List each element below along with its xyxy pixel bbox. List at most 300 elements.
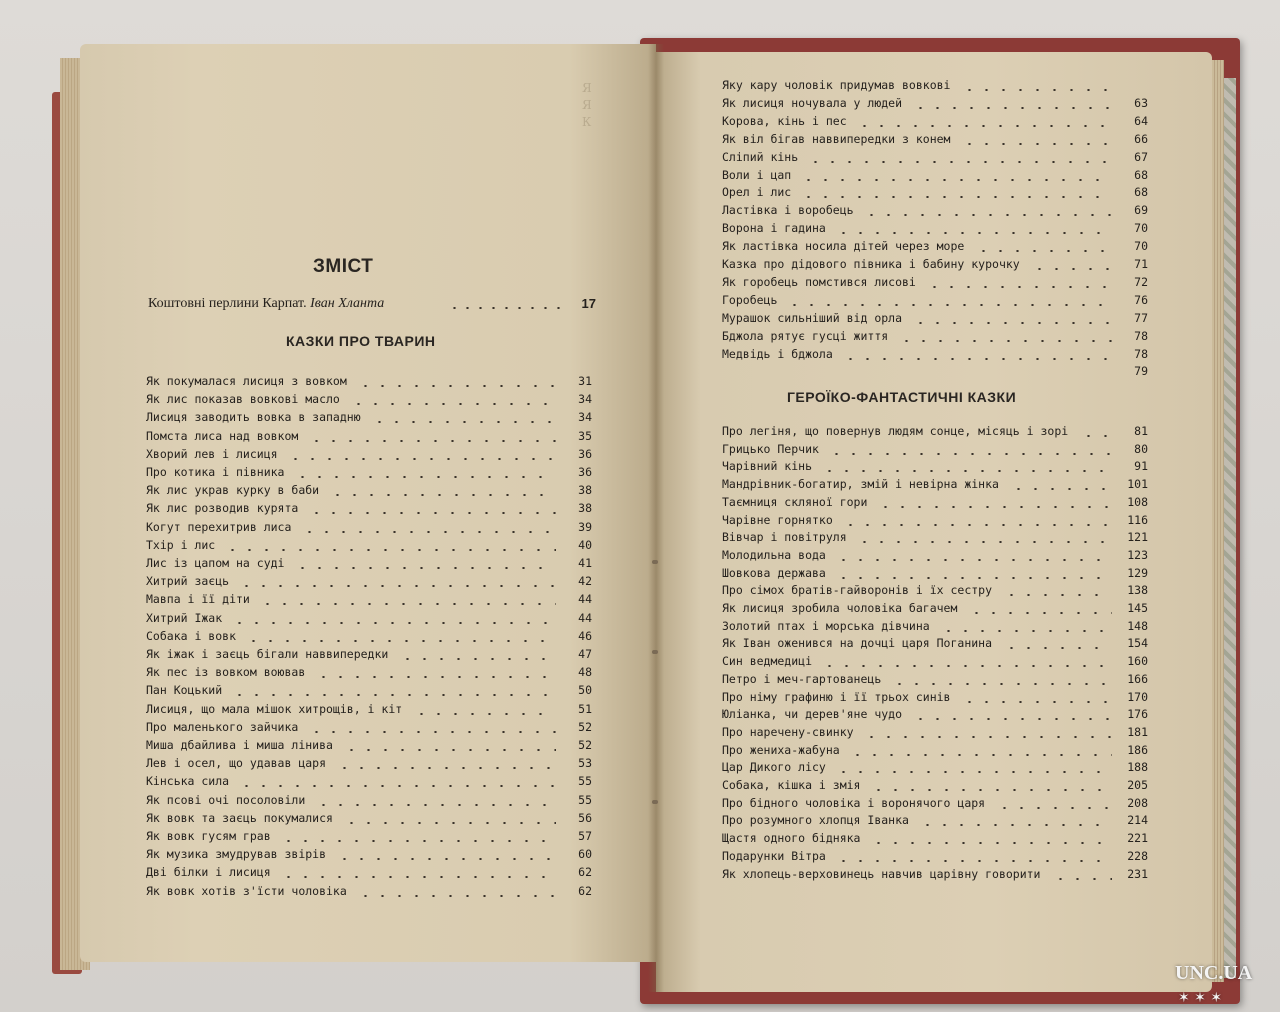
toc-page-number: 181 [1127, 724, 1148, 739]
toc-entry [146, 447, 592, 465]
toc-entry-title: Про сімох братів-гайворонів і їх сестру [722, 583, 993, 598]
toc-page-number: 38 [578, 483, 592, 498]
toc-entry-title: Шовкова держава [722, 565, 826, 580]
toc-entry-title: Горобець [722, 292, 778, 307]
toc-entry-title: Пан Коцький [146, 683, 223, 698]
toc-entry [146, 465, 592, 483]
dot-leader [940, 630, 1112, 632]
toc-entry-title: Корова, кінь і пес [722, 113, 847, 128]
dot-leader [856, 125, 1112, 127]
toc-entry [146, 756, 592, 774]
toc-entry-title: Як лис показав вовкові масло [146, 392, 340, 407]
dot-leader [224, 549, 556, 551]
dot-leader [821, 470, 1112, 472]
toc-entry-title: Про розумного хлопця Іванка [722, 813, 909, 828]
toc-entry [722, 114, 1148, 132]
toc-entry [722, 477, 1148, 495]
toc-entry-title: Чарівне горнятко [722, 512, 833, 527]
dot-leader [835, 559, 1112, 561]
toc-page-number: 60 [578, 847, 592, 862]
toc-entry-title: Як іжак і заєць бігали наввипередки [146, 647, 389, 661]
watermark-text: UNC.UA [1175, 962, 1253, 984]
toc-entry [146, 865, 592, 883]
dot-leader [343, 749, 556, 751]
toc-entry-title: Про німу графиню і її трьох синів [722, 689, 951, 704]
toc-entry-title: Воли і цап [722, 167, 792, 182]
toc-entry [722, 530, 1148, 548]
dot-leader [350, 403, 556, 405]
toc-entry-title: Як музика змудрував звірів [146, 847, 327, 862]
dot-leader [245, 640, 556, 642]
toc-page-number: 148 [1127, 618, 1148, 633]
toc-entry-title: Бджола рятує гусці життя [722, 328, 889, 343]
dot-leader [280, 840, 556, 842]
toc-entry-title: Золотий птах і морська дівчина [722, 618, 930, 633]
dot-leader [1052, 878, 1112, 880]
dot-leader [343, 822, 556, 824]
toc-entry [722, 796, 1148, 814]
toc-entry [722, 690, 1148, 708]
toc-entry [146, 574, 592, 592]
toc-entry-title: Як горобець помстився лисові [722, 274, 916, 289]
toc-page-number: 208 [1127, 795, 1148, 810]
toc-entry [146, 774, 592, 792]
dot-leader [448, 307, 570, 309]
section-title-heroic: ГЕРОЇКО-ФАНТАСТИЧНІ КАЗКИ [787, 389, 1017, 405]
toc-page-number: 41 [578, 556, 592, 570]
toc-entry-title: Про бідного чоловіка і воронячого царя [722, 795, 986, 810]
toc-entry [146, 683, 592, 701]
toc-entry [722, 239, 1148, 257]
toc-entry [722, 275, 1148, 293]
dot-leader [238, 785, 556, 787]
toc-page-number: 108 [1127, 494, 1148, 509]
dot-leader [870, 842, 1112, 844]
dot-leader [856, 541, 1112, 543]
toc-entry-title: Кінська сила [146, 774, 230, 789]
toc-entry [146, 483, 592, 501]
toc-entry-title: Хворий лев і лисиця [146, 446, 278, 461]
dot-leader [996, 807, 1112, 809]
dot-leader [891, 683, 1112, 685]
toc-entry [722, 513, 1148, 531]
toc-page-number: 62 [578, 883, 592, 898]
toc-entry [722, 78, 1148, 96]
toc-page-number: 186 [1127, 742, 1148, 757]
toc-entry-title: Когут перехитрив лиса [146, 519, 292, 534]
toc-entry-title: Про котика і півника [146, 465, 285, 479]
dot-leader [315, 804, 556, 806]
toc-entry-title: Собака, кішка і змія [722, 778, 861, 792]
toc-entry [722, 221, 1148, 239]
intro-title: Коштовні перлини Карпат. [148, 296, 307, 311]
toc-entry-title: Як покумалася лисиця з вовком [146, 374, 347, 388]
dot-leader [413, 713, 556, 715]
toc-entry [722, 849, 1148, 867]
toc-entry [722, 566, 1148, 584]
toc-entry [146, 429, 592, 447]
book-gutter [648, 44, 664, 992]
toc-entry [722, 96, 1148, 114]
toc-page-number: 129 [1127, 565, 1148, 580]
toc-page-number: 116 [1127, 512, 1148, 527]
dot-leader [301, 531, 556, 533]
dot-leader [287, 458, 556, 460]
toc-entry-title: Як вовк гусям грав [146, 829, 271, 843]
toc-entry-title: Сліпий кінь [722, 149, 799, 164]
dot-leader [259, 603, 556, 605]
toc-page-number: 44 [578, 592, 592, 607]
toc-entry-title: Син ведмедиці [722, 654, 813, 669]
toc-entry [722, 132, 1148, 150]
toc-entry-title: Як лис розводив курята [146, 501, 299, 516]
dot-leader [399, 658, 556, 660]
toc-page-number: 64 [1134, 113, 1148, 128]
stitch-mark [652, 650, 658, 654]
dot-leader [870, 789, 1112, 791]
toc-entry [146, 647, 592, 665]
toc-entry-title: Подарунки Вітра [722, 848, 826, 863]
toc-entry [146, 520, 592, 538]
toc-entry [146, 611, 592, 629]
dot-leader [800, 179, 1112, 181]
toc-entry [722, 672, 1148, 690]
toc-entry [722, 185, 1148, 203]
toc-entry-title: Молодильна вода [722, 547, 826, 562]
dot-leader [926, 286, 1112, 288]
toc-entry-title: Лисиця заводить вовка в западню [146, 410, 361, 425]
toc-page-number: 31 [578, 374, 592, 388]
toc-entry-title: Чарівний кінь [722, 459, 813, 474]
toc-entry-title: Хитрий заєць [146, 574, 230, 589]
toc-page-number: 36 [578, 465, 592, 479]
toc-entry [146, 720, 592, 738]
dot-leader [842, 524, 1112, 526]
toc-entry-title: Про наречену-свинку [722, 724, 854, 739]
dot-leader [1010, 488, 1112, 490]
toc-page-number: 56 [578, 810, 592, 825]
toc-entry [722, 707, 1148, 725]
toc-page-number: 123 [1127, 547, 1148, 562]
intro-author: Іван Хланта [310, 296, 385, 311]
dot-leader [835, 232, 1112, 234]
toc-entry [722, 168, 1148, 186]
toc-page-number: 52 [578, 738, 592, 752]
toc-page-number: 228 [1127, 848, 1148, 863]
toc-page-number: 34 [578, 410, 592, 425]
dot-leader [1003, 647, 1112, 649]
dot-leader [329, 494, 556, 496]
toc-entry-title: Як лисиця зробила чоловіка багачем [722, 601, 958, 615]
toc-entry-title: Про жениха-жабуна [722, 742, 840, 757]
toc-page-number: 50 [578, 683, 592, 698]
dot-leader [231, 694, 556, 696]
toc-entry-title: Хитрий Іжак [146, 610, 223, 625]
dot-leader [315, 676, 556, 678]
ghost-letter: К [582, 115, 592, 129]
toc-entry [146, 702, 592, 720]
toc-entry-title: Мурашок сильніший від орла [722, 310, 903, 325]
toc-page-number: 63 [1134, 95, 1148, 110]
dot-leader [231, 622, 556, 624]
toc-entry [146, 592, 592, 610]
toc-entry [722, 636, 1148, 654]
toc-page-number: 170 [1127, 689, 1148, 704]
toc-entry-title: Юліанка, чи дерев'яне чудо [722, 707, 903, 722]
dot-leader [975, 250, 1112, 252]
dot-leader [308, 731, 556, 733]
toc-page-number: 53 [578, 756, 592, 771]
toc-page-number: 51 [578, 701, 592, 716]
toc-entry [146, 374, 592, 392]
toc-entry-title: Як лис украв курку в баби [146, 483, 320, 498]
toc-page-number: 36 [578, 446, 592, 461]
toc-page-number: 121 [1127, 530, 1148, 545]
toc-entry [722, 459, 1148, 477]
dot-leader [280, 876, 556, 878]
toc-entry [146, 847, 592, 865]
toc-page-number: 62 [578, 865, 592, 880]
toc-entry-title: Дві білки і лисиця [146, 865, 271, 880]
dot-leader [912, 718, 1112, 720]
toc-entry [722, 867, 1148, 885]
toc-page-number: 44 [578, 610, 592, 625]
toc-page-number: 154 [1127, 636, 1148, 651]
dot-leader [835, 771, 1112, 773]
toc-entry [722, 760, 1148, 778]
toc-entry-title: Ворона і гадина [722, 221, 826, 236]
toc-entry-title: Собака і вовк [146, 628, 237, 643]
toc-entry-title: Як вовк хотів з'їсти чоловіка [146, 883, 347, 898]
toc-entry-title: Помста лиса над вовком [146, 428, 299, 443]
dot-leader [849, 754, 1112, 756]
toc-page-number: 57 [578, 829, 592, 843]
toc-entry [146, 556, 592, 574]
dot-leader [357, 895, 556, 897]
toc-entry-title: Казка про дідового півника і бабину курочку [722, 257, 1020, 271]
toc-page-number: 78 [1134, 346, 1148, 361]
toc-page-number: 101 [1127, 477, 1148, 492]
toc-page-number: 91 [1134, 459, 1148, 474]
dot-leader [919, 824, 1112, 826]
dot-leader [863, 736, 1112, 738]
toc-entry [722, 257, 1148, 275]
toc-entry-title: Миша дбайлива і миша лінива [146, 738, 333, 752]
dot-leader [308, 512, 556, 514]
dot-leader [961, 701, 1112, 703]
toc-entry [722, 424, 1148, 442]
toc-entry-title: Як хлопець-верховинець навчив царівну говорити [722, 866, 1041, 881]
toc-entry [722, 548, 1148, 566]
dot-leader [357, 385, 556, 387]
dot-leader [308, 440, 556, 442]
toc-entry [722, 813, 1148, 831]
toc-entry-title: Медвідь і бджола [722, 346, 833, 361]
toc-entry [146, 829, 592, 847]
toc-entry-title: Вівчар і повітруля [722, 530, 847, 545]
stitch-mark [652, 800, 658, 804]
dot-leader [371, 421, 556, 423]
toc-entry [146, 884, 592, 902]
toc-entry-title: Щастя одного бідняка [722, 831, 861, 846]
dot-leader [961, 143, 1112, 145]
toc-page-number: 68 [1134, 167, 1148, 182]
dot-leader [336, 767, 556, 769]
dot-leader [842, 358, 1112, 360]
toc-entry-title: Мандрівник-богатир, змій і невірна жінка [722, 477, 999, 492]
toc-entry [146, 665, 592, 683]
toc-entry-title: Про легіня, що повернув людям сонце, місяць і зорі [722, 424, 1069, 438]
toc-page-number: 35 [578, 428, 592, 443]
ghost-letter: Я [582, 81, 592, 95]
toc-page-number: 231 [1127, 866, 1148, 881]
dot-leader [961, 89, 1112, 91]
toc-entry-title: Як псові очі посоловіли [146, 792, 306, 807]
toc-entry-title: Лисиця, що мала мішок хитрощів, і кіт [146, 701, 403, 716]
toc-page-number: 42 [578, 574, 592, 589]
toc-page-number: 71 [1134, 257, 1148, 271]
toc-page-number: 55 [578, 792, 592, 807]
toc-entry [146, 811, 592, 829]
dot-leader [828, 453, 1112, 455]
toc-entry-title: Ластівка і воробець [722, 203, 854, 218]
toc-entry [146, 538, 592, 556]
toc-entry-title: Петро і меч-гартованець [722, 671, 882, 686]
toc-entry [722, 654, 1148, 672]
toc-list-right-bottom [722, 424, 1148, 904]
toc-page-number: 46 [578, 628, 592, 643]
toc-entry-title: Як Іван оженився на дочці царя Поганина [722, 636, 993, 651]
dot-leader [898, 340, 1112, 342]
dot-leader [863, 214, 1112, 216]
toc-page-number: 34 [578, 392, 592, 407]
dot-leader [336, 858, 556, 860]
toc-page-number: 66 [1134, 131, 1148, 146]
toc-page-number: 77 [1134, 310, 1148, 325]
toc-entry [722, 150, 1148, 168]
toc-page-number: 166 [1127, 671, 1148, 686]
toc-page-number: 160 [1127, 654, 1148, 669]
toc-entry [146, 501, 592, 519]
dot-leader [912, 322, 1112, 324]
toc-entry [722, 743, 1148, 761]
toc-entry-title: Тхір і лис [146, 537, 216, 552]
toc-entry-title: Як лисиця ночувала у людей [722, 95, 903, 110]
toc-page-number: 48 [578, 665, 592, 680]
toc-entry [722, 831, 1148, 849]
toc-entry-title: Лис із цапом на суді [146, 556, 285, 570]
toc-page-number: 67 [1134, 149, 1148, 164]
contents-heading: ЗМІСТ [313, 256, 374, 277]
ghost-letter: Я [582, 98, 592, 112]
toc-list-left [146, 374, 592, 914]
star-dots-icon: ✶ ✶ ✶ [1178, 990, 1223, 1006]
toc-page-number: 78 [1134, 328, 1148, 343]
toc-entry-title: Грицько Перчик [722, 441, 819, 456]
section-title-animals: КАЗКИ ПРО ТВАРИН [286, 333, 436, 349]
toc-entry [146, 738, 592, 756]
toc-page-number: 40 [578, 537, 592, 552]
toc-page-number: 69 [1134, 203, 1148, 218]
intro-entry [148, 296, 596, 314]
dot-leader [800, 196, 1112, 198]
dot-leader [835, 860, 1112, 862]
toc-page-number: 70 [1134, 239, 1148, 254]
toc-entry [722, 293, 1148, 311]
toc-entry-title: Орел і лис [722, 185, 792, 200]
toc-entry [146, 392, 592, 410]
toc-page-number: 39 [578, 519, 592, 534]
dot-leader [835, 577, 1112, 579]
toc-entry [722, 311, 1148, 329]
dot-leader [877, 506, 1112, 508]
intro-page-number: 17 [581, 296, 596, 311]
toc-entry [146, 629, 592, 647]
toc-entry-title: Цар Дикого лісу [722, 760, 826, 775]
toc-entry [722, 583, 1148, 601]
toc-entry [722, 347, 1148, 365]
toc-page-number: 72 [1134, 274, 1148, 289]
toc-entry-title: Як пес із вовком воював [146, 665, 306, 680]
toc-entry-title: Яку кару чоловік придумав вовкові [722, 78, 951, 92]
toc-entry [146, 793, 592, 811]
toc-entry-title: Мавпа і її діти [146, 592, 250, 607]
toc-entry [722, 601, 1148, 619]
toc-page-number: 214 [1127, 813, 1148, 828]
toc-entry [722, 203, 1148, 221]
toc-entry-title: Як віл бігав наввипередки з конем [722, 131, 951, 146]
toc-entry [722, 778, 1148, 796]
toc-entry-title: Лев і осел, що удавав царя [146, 756, 327, 771]
toc-page-number: 68 [1134, 185, 1148, 200]
toc-page-number: 138 [1127, 583, 1148, 598]
toc-page-number: 55 [578, 774, 592, 789]
toc-page-number: 76 [1134, 292, 1148, 307]
toc-entry [146, 410, 592, 428]
show-through-text [582, 80, 592, 131]
toc-entry [722, 442, 1148, 460]
toc-entry-title: Як ластівка носила дітей через море [722, 239, 965, 254]
toc-entry [722, 495, 1148, 513]
toc-entry [722, 364, 1148, 382]
dot-leader [821, 665, 1112, 667]
dot-leader [294, 476, 556, 478]
right-page-stack [1212, 60, 1224, 982]
toc-page-number: 70 [1134, 221, 1148, 236]
toc-page-number: 80 [1134, 441, 1148, 456]
toc-entry [722, 619, 1148, 637]
dot-leader [912, 107, 1112, 109]
toc-page-number: 47 [578, 647, 592, 661]
toc-entry-title: Як вовк та заєць покумалися [146, 810, 333, 825]
stitch-mark [652, 560, 658, 564]
toc-page-number: 221 [1127, 831, 1148, 846]
toc-page-number: 38 [578, 501, 592, 516]
toc-entry [722, 725, 1148, 743]
toc-page-number: 79 [1134, 364, 1148, 379]
dot-leader [807, 161, 1112, 163]
dot-leader [1080, 435, 1112, 437]
toc-page-number: 176 [1127, 707, 1148, 722]
toc-entry-title: Про маленького зайчика [146, 719, 299, 734]
toc-page-number: 81 [1134, 424, 1148, 438]
dot-leader [1031, 268, 1112, 270]
dot-leader [786, 304, 1112, 306]
dot-leader [1003, 594, 1112, 596]
toc-list-right-top [722, 78, 1148, 388]
toc-page-number: 52 [578, 719, 592, 734]
toc-page-number: 188 [1127, 760, 1148, 775]
